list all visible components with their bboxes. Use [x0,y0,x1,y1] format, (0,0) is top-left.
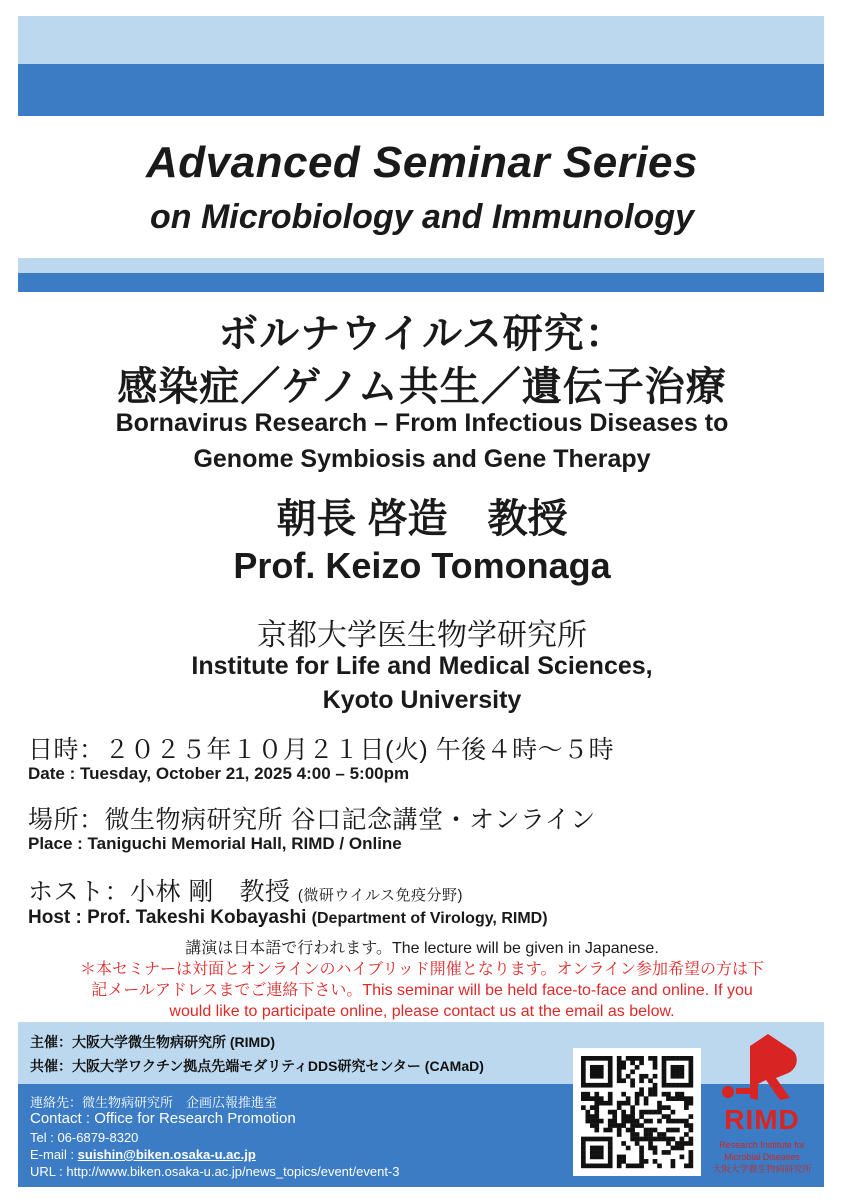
rimd-logo-sub-2: Microbial Diseases [724,1152,800,1162]
contact-en: Contact : Office for Research Promotion [30,1110,296,1127]
talk-title-ja-1: ボルナウイルス研究： [218,312,626,356]
hybrid-notice-2: 記メールアドレスまでご連絡下さい。This seminar will be held face-to-face and online. If you [91,982,753,999]
top-dark-band [18,64,824,116]
talk-title-en-2: Genome Symbiosis and Gene Therapy [193,445,651,473]
host-en-dept: (Department of Virology, RIMD) [311,910,548,927]
rimd-logo-sub-1: Research Institute for [719,1140,805,1150]
email-link[interactable]: suishin@biken.osaka-u.ac.jp [77,1147,256,1162]
mid-dark-band [18,273,824,292]
talk-title-ja-2: 感染症／ゲノム共生／遺伝子治療 [117,365,727,409]
hybrid-notice-1: ＊本セミナーは対面とオンラインのハイブリッド開催となります。オンライン参加希望の方は下 [79,961,764,978]
top-light-band [18,16,824,64]
host-ja-dept: (微研ウイルス免疫分野) [297,887,463,904]
tel: Tel : 06-6879-8320 [30,1130,139,1145]
email-label: E-mail : [30,1147,78,1162]
place-en: Place : Taniguchi Memorial Hall, RIMD / Online [28,834,402,853]
talk-title-en-1: Bornavirus Research – From Infectious Diseases to [115,409,729,437]
institute-en-2: Kyoto University [322,686,522,714]
institute-ja: 京都大学医生物学研究所 [257,619,587,652]
host-ja-name: ホスト：小林 剛 教授 [28,878,291,906]
series-title-line1: Advanced Seminar Series [146,138,698,187]
qr-code-icon [573,1048,701,1176]
speaker-name-en: Prof. Keizo Tomonaga [233,545,611,586]
cosponsor: 共催：大阪大学ワクチン拠点先端モダリティDDS研究センター (CAMaD) [30,1058,484,1074]
language-note: 講演は日本語で行われます。The lecture will be given in Japanese. [185,940,659,957]
rimd-logo-sub-3: 大阪大学微生物病研究所 [712,1164,812,1174]
mid-light-band [18,258,824,273]
series-title-line2: on Microbiology and Immunology [150,198,694,236]
rimd-logo-name: RIMD [724,1104,800,1135]
organizer: 主催：大阪大学微生物病研究所 (RIMD) [30,1034,275,1050]
host-ja [28,872,463,908]
contact-ja: 連絡先：微生物病研究所 企画広報推進室 [30,1095,278,1110]
hybrid-notice-3: would like to participate online, please contact us at the email as below. [169,1003,675,1020]
date-en: Date : Tuesday, October 21, 2025 4:00 – 5:00pm [28,764,410,783]
place-ja: 場所：微生物病研究所 谷口記念講堂・オンライン [28,806,596,834]
url-line[interactable]: URL : http://www.biken.osaka-u.ac.jp/news_topics/event/event-3 [30,1164,400,1179]
speaker-name-ja: 朝長 啓造 教授 [276,497,568,541]
date-ja: 日時：２０２５年１０月２１日(火) 午後４時～５時 [28,736,615,764]
host-en-name: Host : Prof. Takeshi Kobayashi [28,907,307,928]
host-en [28,907,548,929]
institute-en-1: Institute for Life and Medical Sciences, [191,652,653,680]
email-line [30,1147,256,1162]
